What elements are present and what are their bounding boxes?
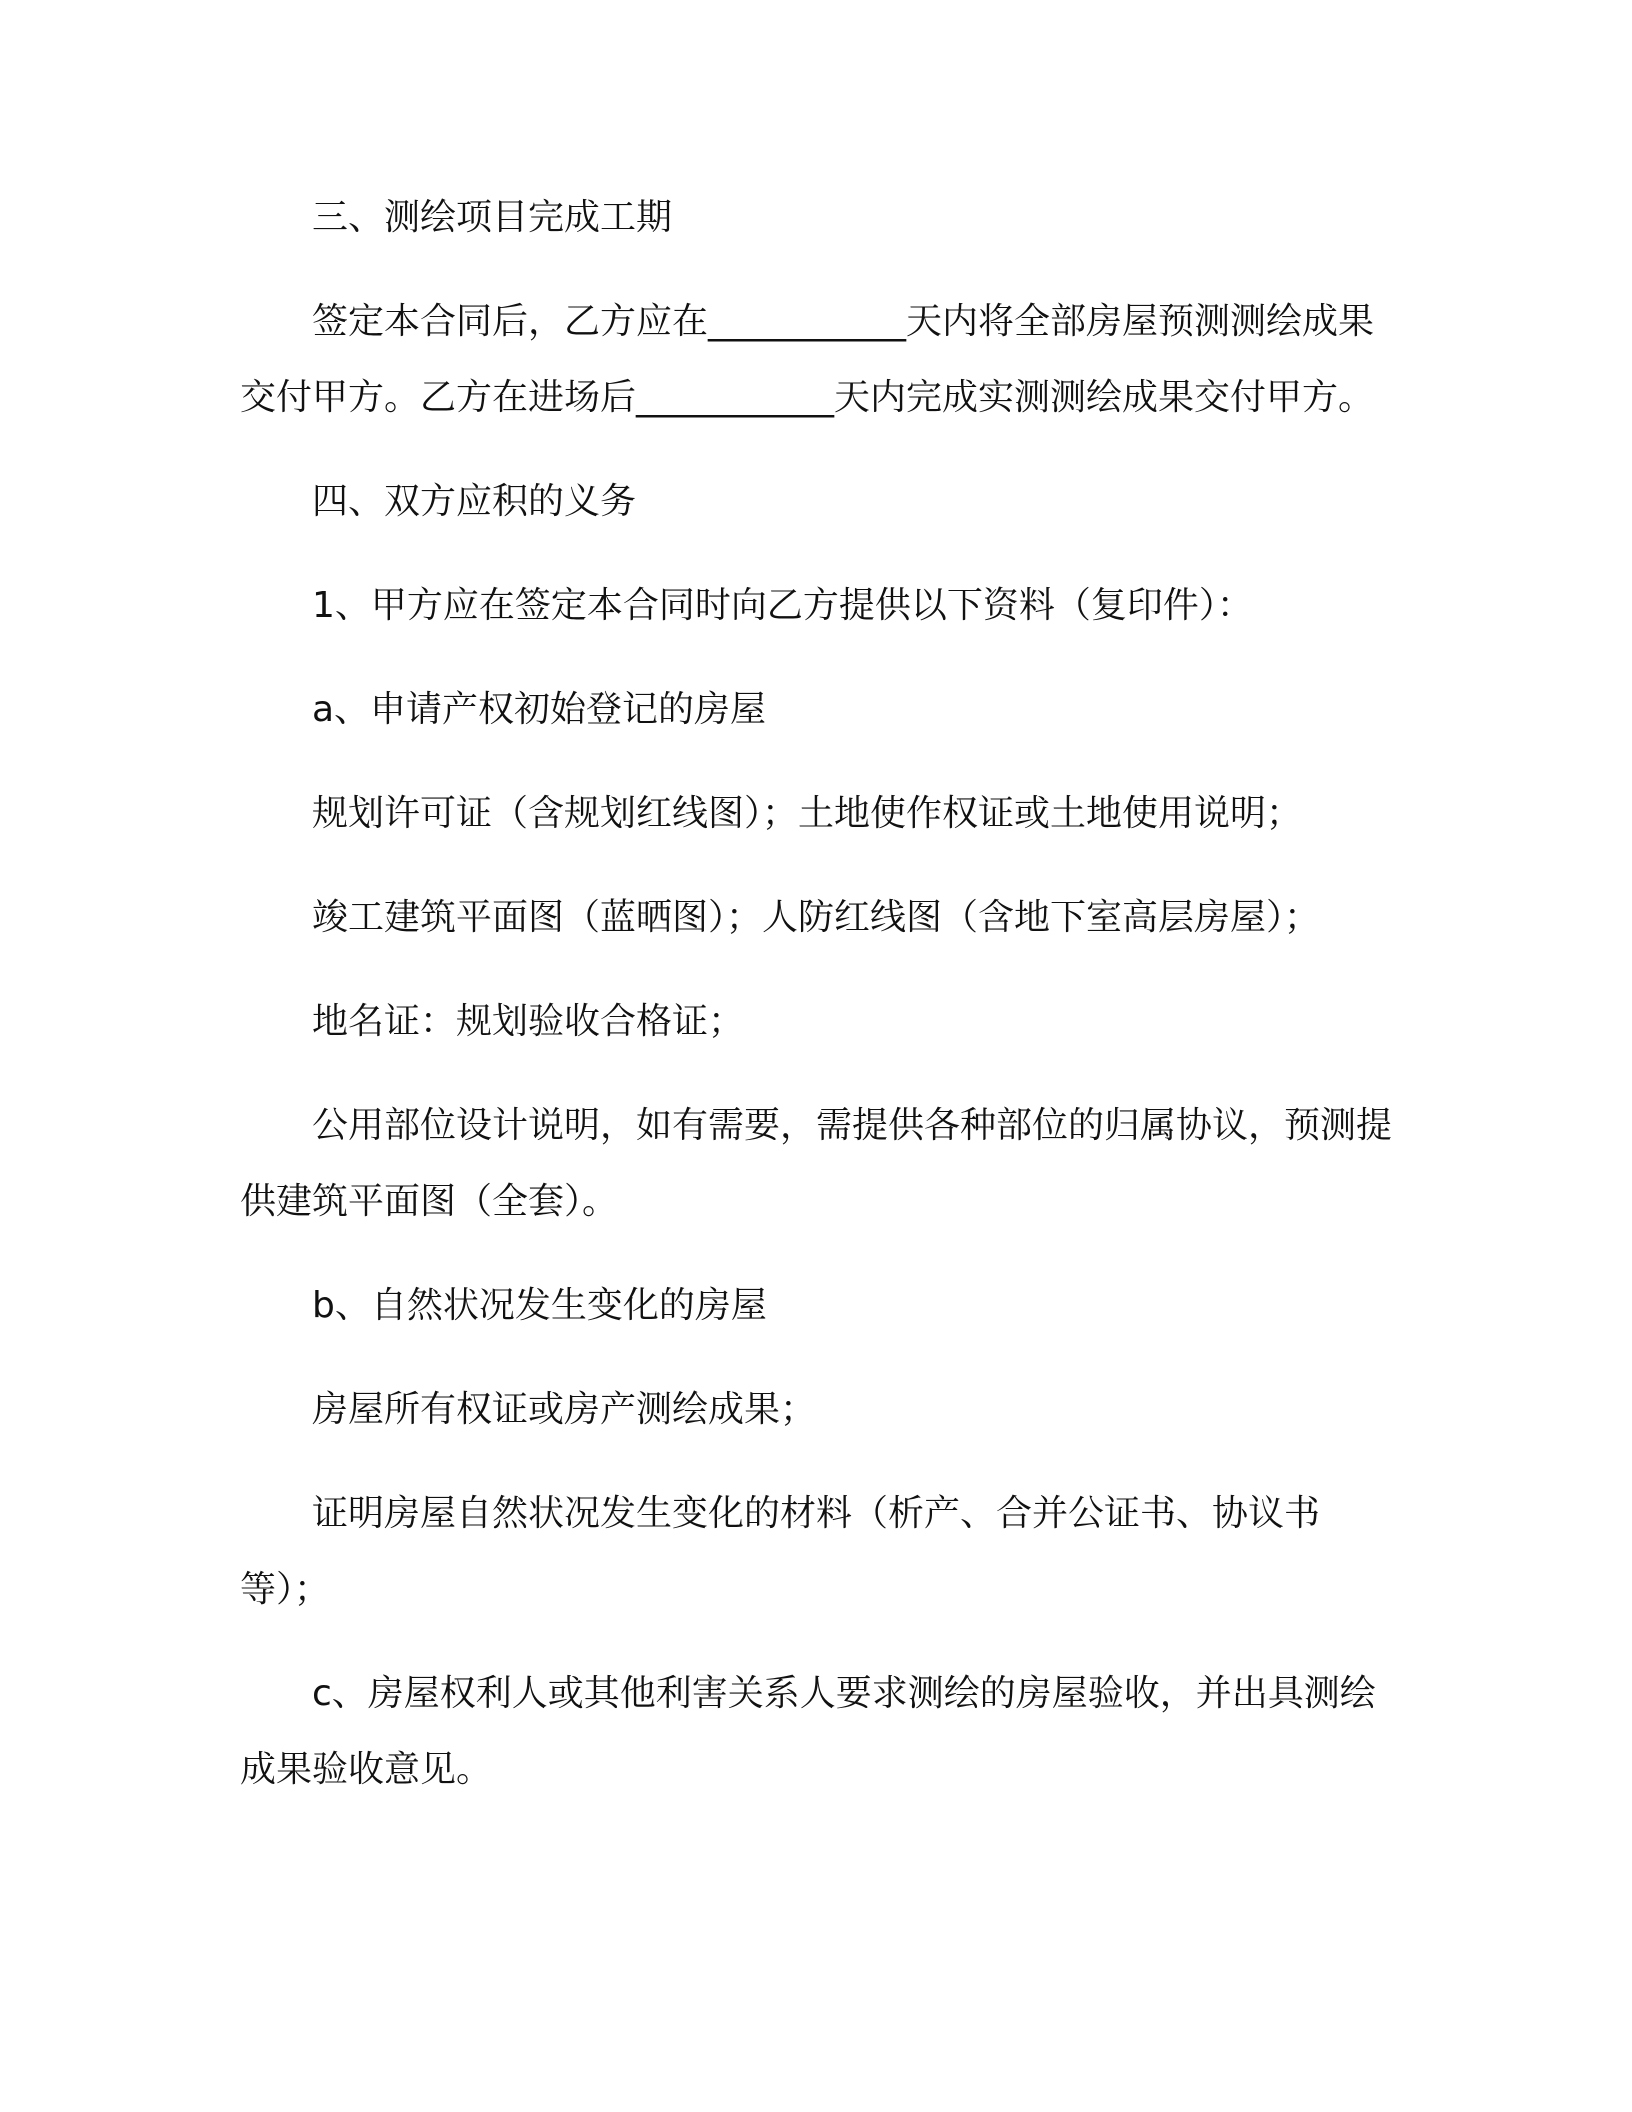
list-item: 地名证：规划验收合格证； [312,1001,745,1042]
subheading-c: c、房屋权利人或其他利害关系人要求测绘的房屋验收，并出具测绘成果验收意见。 [240,1673,1376,1790]
list-item: 房屋所有权证或房产测绘成果； [312,1389,817,1430]
section-heading-4: 四、双方应积的义务 [312,481,637,522]
subheading-b: b、自然状况发生变化的房屋 [312,1285,767,1326]
document-body [240,180,1400,1836]
paragraph-obligation-1: 1、甲方应在签定本合同时向乙方提供以下资料（复印件）： [312,585,1253,626]
list-item: 竣工建筑平面图（蓝晒图）；人防红线图（含地下室高层房屋）； [312,897,1321,938]
list-item: 证明房屋自然状况发生变化的材料（析产、合并公证书、协议书等）； [240,1493,1321,1610]
paragraph-schedule: 签定本合同后，乙方应在___________天内将全部房屋预测测绘成果交付甲方。乙方在进场后___________天内完成实测测绘成果交付甲方。 [240,301,1375,418]
subheading-a: a、申请产权初始登记的房屋 [312,689,767,730]
list-item: 规划许可证（含规划红线图）；土地使作权证或土地使用说明； [312,793,1303,834]
section-heading-3: 三、测绘项目完成工期 [312,197,673,238]
list-item: 公用部位设计说明，如有需要，需提供各种部位的归属协议，预测提供建筑平面图（全套）。 [240,1105,1393,1222]
